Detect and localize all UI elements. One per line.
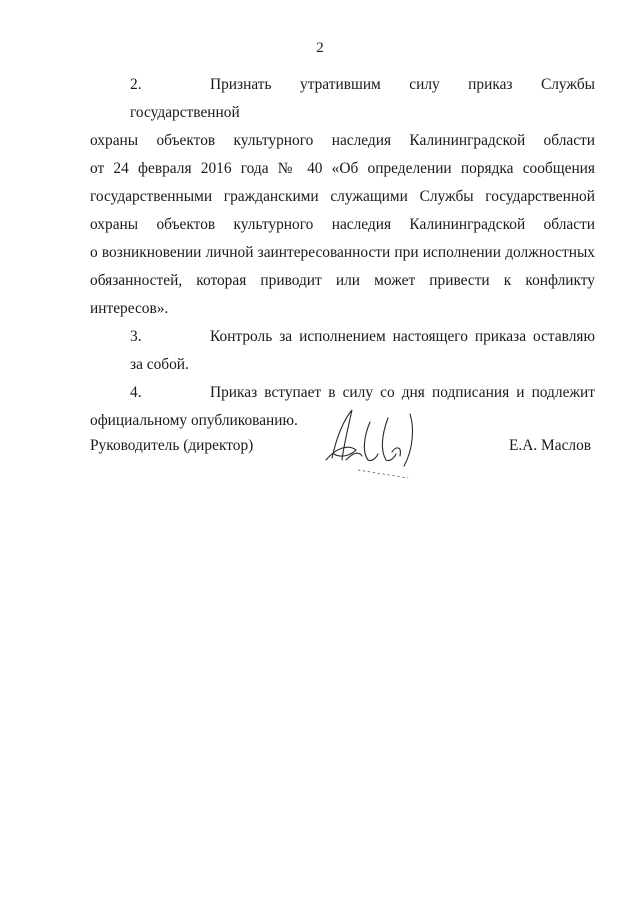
paragraph-line: охраны объектов культурного наследия Калининградской области	[90, 216, 595, 233]
paragraph-line: государственными гражданскими служащими Службы государственной	[90, 188, 595, 205]
paragraph-3	[90, 323, 595, 379]
paragraph-line: охраны объектов культурного наследия Калининградской области	[90, 132, 595, 149]
paragraph-number: 2.	[130, 76, 142, 93]
paragraph-line	[90, 71, 595, 127]
paragraph-line: о возникновении личной заинтересованности при исполнении должностных	[90, 244, 595, 261]
paragraph-text: Контроль за исполнением настоящего приказа оставляю за собой.	[130, 328, 595, 373]
handwritten-signature	[318, 400, 438, 490]
paragraph-number: 4.	[130, 384, 142, 401]
paragraph-line: официальному опубликованию.	[90, 412, 298, 429]
document-body	[90, 71, 595, 435]
paragraph-line: интересов».	[90, 300, 169, 317]
paragraph-number: 3.	[130, 328, 142, 345]
page-number: 2	[316, 40, 324, 56]
paragraph-line: от 24 февраля 2016 года № 40 «Об определении порядка сообщения	[90, 160, 595, 177]
paragraph-2	[90, 71, 595, 323]
signatory-name: Е.А. Маслов	[509, 437, 592, 454]
paragraph-line: обязанностей, которая приводит или может привести к конфликту	[90, 272, 595, 289]
signatory-position: Руководитель (директор)	[90, 437, 254, 454]
paragraph-line	[90, 323, 595, 379]
paragraph-text: Признать утратившим силу приказ Службы государственной	[130, 76, 595, 121]
paragraph-text: Приказ вступает в силу со дня подписания и подлежит	[210, 384, 595, 401]
